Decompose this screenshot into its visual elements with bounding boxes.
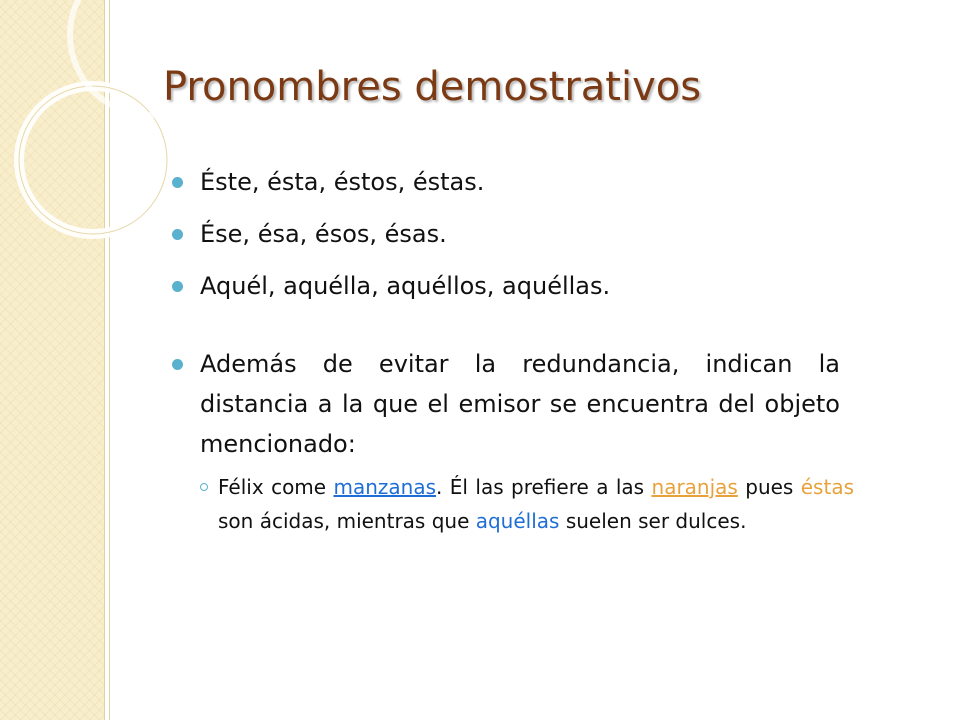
slide-content (172, 162, 892, 538)
highlight-aquellas: aquéllas (475, 509, 560, 533)
bullet-item: Aquél, aquélla, aquéllos, aquéllas. (172, 266, 892, 306)
example-text: Félix come (218, 475, 334, 499)
example-text: pues (737, 475, 801, 499)
bullet-item: Éste, ésta, éstos, éstas. (172, 162, 892, 202)
example-text: son ácidas, mientras que (218, 509, 476, 533)
link-manzanas[interactable]: manzanas (333, 475, 437, 499)
link-naranjas[interactable]: naranjas (651, 475, 738, 499)
bullet-list (172, 162, 892, 464)
example-text: suelen ser dulces. (559, 509, 747, 533)
bullet-item: Además de evitar la redundancia, indican la distancia a la que el emisor se encuentra del objeto mencionado: (172, 344, 840, 464)
example-sub-bullet (172, 470, 854, 538)
slide-title: Pronombres demostrativos (163, 64, 702, 110)
decorative-sidebar (0, 0, 110, 720)
bullet-item: Ése, ésa, ésos, ésas. (172, 214, 892, 254)
example-text: . Él las prefiere a las (436, 475, 652, 499)
sidebar-edge-stripe (104, 0, 110, 720)
highlight-estas: éstas (800, 475, 854, 499)
